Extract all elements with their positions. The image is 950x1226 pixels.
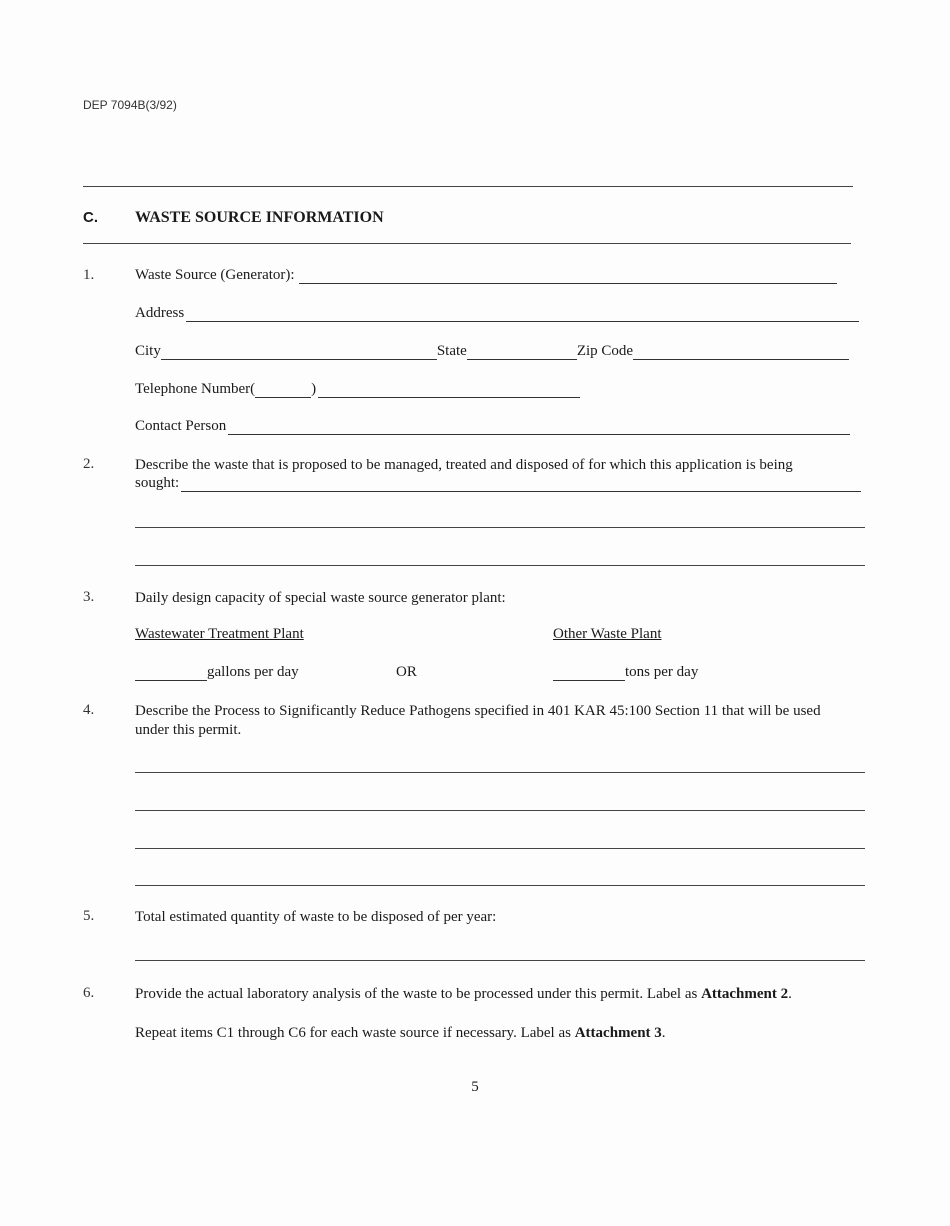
address-row <box>135 305 859 322</box>
sought-row <box>135 475 861 492</box>
item-2-text: Describe the waste that is proposed to be managed, treated and disposed of for which this application is being <box>135 457 793 473</box>
waste-source-field[interactable] <box>299 269 837 284</box>
telephone-label: Telephone Number( <box>135 381 256 397</box>
item-6-instruction: Provide the actual laboratory analysis of the waste to be processed under this permit. Label as <box>135 986 702 1002</box>
section-letter: C. <box>83 209 98 226</box>
waste-description-field-3[interactable] <box>135 565 865 566</box>
top-rule <box>83 186 853 187</box>
tons-row <box>553 664 698 681</box>
pathogen-process-field-2[interactable] <box>135 810 865 811</box>
other-waste-plant-heading: Other Waste Plant <box>553 626 662 642</box>
item-1-number: 1. <box>83 267 95 283</box>
pathogen-process-field-1[interactable] <box>135 772 865 773</box>
item-5-number: 5. <box>83 908 95 924</box>
state-label: State <box>436 343 467 359</box>
annual-quantity-field[interactable] <box>135 960 865 961</box>
gallons-per-day-field[interactable] <box>135 666 207 681</box>
city-field[interactable] <box>161 345 437 360</box>
zip-code-field[interactable] <box>633 345 849 360</box>
item-6-number: 6. <box>83 985 95 1001</box>
waste-description-field-2[interactable] <box>135 527 865 528</box>
gallons-per-day-label: gallons per day <box>207 664 299 680</box>
city-label: City <box>135 343 161 359</box>
item-6-period: . <box>788 986 792 1002</box>
pathogen-process-field-3[interactable] <box>135 848 865 849</box>
item-2-number: 2. <box>83 456 95 472</box>
tons-per-day-field[interactable] <box>553 666 625 681</box>
zip-code-label: Zip Code <box>576 343 634 359</box>
address-label: Address <box>135 305 185 321</box>
contact-person-label: Contact Person <box>135 418 227 434</box>
or-label: OR <box>396 664 417 680</box>
pathogen-process-field-4[interactable] <box>135 885 865 886</box>
section-rule <box>83 243 851 244</box>
item-3-number: 3. <box>83 589 95 605</box>
waste-description-field-1[interactable] <box>181 477 861 492</box>
section-title: WASTE SOURCE INFORMATION <box>135 209 384 226</box>
address-field[interactable] <box>186 307 859 322</box>
form-code: DEP 7094B(3/92) <box>83 98 177 112</box>
telephone-row <box>135 381 580 398</box>
wastewater-plant-heading: Wastewater Treatment Plant <box>135 626 304 642</box>
item-5-text: Total estimated quantity of waste to be disposed of per year: <box>135 909 497 925</box>
contact-person-row <box>135 418 850 435</box>
page-number: 5 <box>471 1079 479 1095</box>
repeat-note <box>135 1024 865 1043</box>
telephone-area-code-field[interactable] <box>255 383 311 398</box>
sought-label: sought: <box>135 475 180 491</box>
item-4-text: Describe the Process to Significantly Reduce Pathogens specified in 401 KAR 45:100 Section 11 that will be used under this permit. <box>135 703 821 738</box>
repeat-note-period: . <box>661 1025 666 1041</box>
item-4-number: 4. <box>83 702 95 718</box>
attachment-3-label: Attachment 3 <box>574 1025 662 1041</box>
item-3-text: Daily design capacity of special waste source generator plant: <box>135 590 506 606</box>
contact-person-field[interactable] <box>228 420 850 435</box>
city-state-zip-row <box>135 343 849 360</box>
attachment-2-label: Attachment 2 <box>701 986 789 1002</box>
waste-source-row <box>135 267 837 284</box>
state-field[interactable] <box>467 345 577 360</box>
gallons-row <box>135 664 299 681</box>
tons-per-day-label: tons per day <box>625 664 699 680</box>
waste-source-label: Waste Source (Generator): <box>135 267 295 283</box>
telephone-close-paren: ) <box>311 381 317 397</box>
telephone-number-field[interactable] <box>318 383 580 398</box>
item-6-text <box>135 985 875 1004</box>
repeat-note-instruction: Repeat items C1 through C6 for each waste source if necessary. Label as <box>135 1025 575 1041</box>
